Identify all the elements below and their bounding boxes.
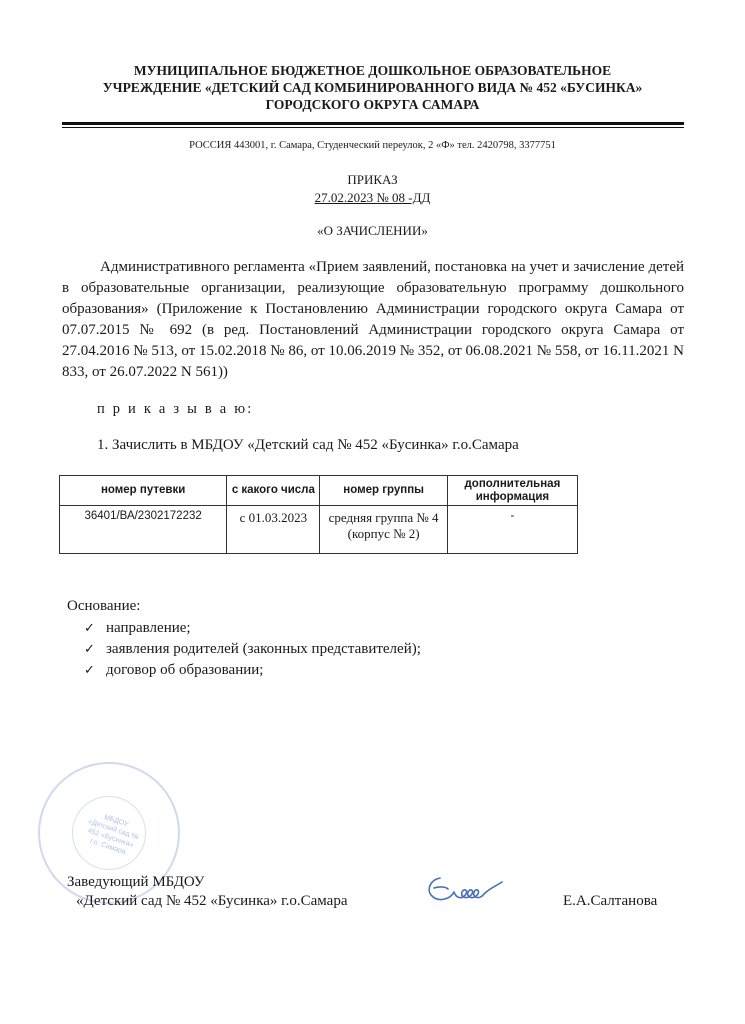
table-cell: средняя группа № 4 (корпус № 2) xyxy=(320,506,447,554)
handwritten-signature xyxy=(420,870,520,912)
org-name-line1: МУНИЦИПАЛЬНОЕ БЮДЖЕТНОЕ ДОШКОЛЬНОЕ ОБРАЗОВАТЕЛЬНОЕ xyxy=(133,63,612,78)
organization-header xyxy=(40,62,705,113)
header-rule-thin xyxy=(62,127,684,128)
list-item xyxy=(84,639,421,660)
basis-list xyxy=(84,618,421,681)
checkmark-icon: ✓ xyxy=(84,642,95,657)
document-date-number xyxy=(40,190,705,206)
table-row xyxy=(60,506,578,554)
table-header-row xyxy=(60,476,578,506)
org-name-line2: УЧРЕЖДЕНИЕ «ДЕТСКИЙ САД КОМБИНИРОВАННОГО ВИДА № 452 «БУСИНКА» xyxy=(102,80,643,95)
enrollment-table xyxy=(59,475,578,554)
date-number-text: 27.02.2023 № 08 -ДД xyxy=(314,190,431,205)
order-word: п р и к а з ы в а ю: xyxy=(97,401,254,417)
body-paragraph: Административного регламента «Прием заявлений, постановка на учет и зачисление детей в образовательные организации, реализующие образовательную программу дошкольного образования» (Приложение к Постановлению Администрации городского округа Самара от 07.07.2015 № 692 (в ред. Постановлений Администрации городского округа Самара от 27.04.2016 № 513, от 15.02.2018 № 86, от 10.06.2019 № 352, от 06.08.2021 № 558, от 16.11.2021 N 833, от 26.07.2022 N 561)) xyxy=(62,259,684,380)
list-item xyxy=(84,660,421,681)
table-cell: - xyxy=(447,506,577,554)
signatory-name: Е.А.Салтанова xyxy=(563,893,658,909)
document-title: ПРИКАЗ xyxy=(347,172,398,187)
column-header: дополнительная информация xyxy=(447,476,577,506)
checkmark-icon: ✓ xyxy=(84,663,95,678)
table-cell: с 01.03.2023 xyxy=(227,506,320,554)
signatory-position-line2: «Детский сад № 452 «Бусинка» г.о.Самара xyxy=(76,893,348,909)
list-item-text: договор об образовании; xyxy=(106,662,264,678)
checkmark-icon: ✓ xyxy=(84,621,95,636)
column-header: с какого числа xyxy=(227,476,320,506)
column-header: номер путевки xyxy=(60,476,227,506)
header-rule-thick xyxy=(62,122,684,125)
basis-label: Основание: xyxy=(67,598,141,614)
list-item-text: направление; xyxy=(106,620,191,636)
list-item xyxy=(84,618,421,639)
order-item-1: 1. Зачислить в МБДОУ «Детский сад № 452 «Бусинка» г.о.Самара xyxy=(97,437,519,453)
signatory-position-line1: Заведующий МБДОУ xyxy=(67,874,205,890)
list-item-text: заявления родителей (законных представителей); xyxy=(106,641,421,657)
table-cell: 36401/ВА/2302172232 xyxy=(60,506,227,554)
document-subject: «О ЗАЧИСЛЕНИИ» xyxy=(317,223,428,238)
org-name-line3: ГОРОДСКОГО ОКРУГА САМАРА xyxy=(265,97,480,112)
stamp-text: МБДОУ «Детский сад № 452 «Бусинка» г.о. Самара xyxy=(86,813,140,856)
column-header: номер группы xyxy=(320,476,447,506)
organization-address: РОССИЯ 443001, г. Самара, Студенческий переулок, 2 «Ф» тел. 2420798, 3377751 xyxy=(189,140,556,151)
document-body xyxy=(62,257,684,383)
